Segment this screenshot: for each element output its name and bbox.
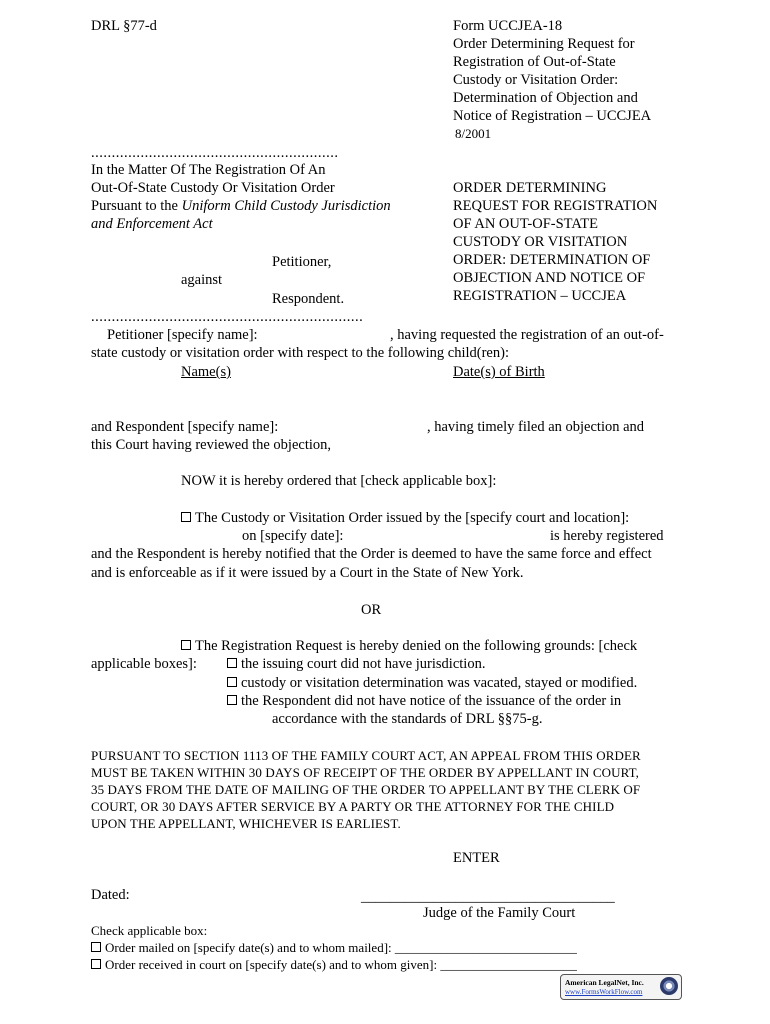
caption-dots-bottom: ..................................................................	[91, 309, 364, 325]
option-denied-text: The Registration Request is hereby denied on the following grounds: [check	[195, 638, 638, 654]
respondent-name-label: and Respondent [specify name]:	[91, 419, 279, 435]
appeal-line: UPON THE APPELLANT, WHICHEVER IS EARLIEST.	[91, 816, 401, 831]
enter-label: ENTER	[453, 850, 500, 866]
option-registered-text: The Custody or Visitation Order issued by the [specify court and location]:	[195, 510, 630, 526]
ground-notice-text: the Respondent did not have notice of the issuance of the order in	[241, 693, 622, 709]
order-title-line: OF AN OUT-OF-STATE	[453, 216, 598, 232]
ground-vacated-checkbox[interactable]	[227, 677, 237, 687]
ground-notice-cont: accordance with the standards of DRL §§75-g.	[272, 711, 543, 727]
form-title-line: Registration of Out-of-State	[453, 54, 616, 70]
act-name: Uniform Child Custody Jurisdiction	[181, 198, 391, 214]
grounds-label: applicable boxes]:	[91, 656, 197, 672]
petitioner-label: Petitioner,	[272, 254, 332, 270]
received-checkbox[interactable]	[91, 959, 101, 969]
matter-text: Pursuant to the	[91, 198, 182, 214]
notice-text: and the Respondent is hereby notified that the Order is deemed to have the same force and effect	[91, 546, 652, 562]
respondent-label: Respondent.	[272, 291, 345, 307]
appeal-line: 35 DAYS FROM THE DATE OF MAILING OF THE ORDER TO APPELLANT BY THE CLERK OF	[91, 782, 641, 797]
now-ordered-text: NOW it is hereby ordered that [check applicable box]:	[181, 473, 497, 489]
petitioner-request-text: , having requested the registration of an out-of-	[390, 327, 664, 343]
order-date-label: on [specify date]:	[242, 528, 344, 544]
form-title-line: Notice of Registration – UCCJEA	[453, 108, 652, 124]
respondent-objection-cont: this Court having reviewed the objection,	[91, 437, 332, 453]
received-text: Order received in court on [specify date(s) and to whom given]: _____________________	[105, 957, 577, 972]
against-label: against	[181, 272, 223, 288]
ground-jurisdiction	[227, 655, 485, 673]
respondent-objection-text: , having timely filed an objection and	[427, 419, 645, 435]
mailed-option	[91, 939, 577, 957]
publisher-url[interactable]: www.FormsWorkFlow.com	[565, 988, 643, 996]
ground-notice-checkbox[interactable]	[227, 695, 237, 705]
or-separator: OR	[361, 602, 382, 618]
check-applicable-label: Check applicable box:	[91, 923, 208, 938]
order-title-line: REGISTRATION – UCCJEA	[453, 288, 627, 304]
matter-caption	[91, 161, 391, 233]
option-registered	[181, 509, 629, 527]
appeal-line: PURSUANT TO SECTION 1113 OF THE FAMILY COURT ACT, AN APPEAL FROM THIS ORDER	[91, 748, 641, 763]
order-title-line: CUSTODY OR VISITATION	[453, 234, 628, 250]
petitioner-name-label: Petitioner [specify name]:	[107, 327, 258, 343]
publisher-name: American LegalNet, Inc.	[565, 978, 644, 987]
children-names-header: Name(s)	[181, 364, 231, 380]
petitioner-request-cont: state custody or visitation order with respect to the following child(ren):	[91, 345, 509, 361]
statute-reference: DRL §77-d	[91, 18, 157, 34]
ground-vacated-text: custody or visitation determination was vacated, stayed or modified.	[241, 675, 638, 691]
matter-line: In the Matter Of The Registration Of An	[91, 162, 326, 178]
mailed-checkbox[interactable]	[91, 942, 101, 952]
ground-vacated	[227, 674, 637, 692]
appeal-line: MUST BE TAKEN WITHIN 30 DAYS OF RECEIPT OF THE ORDER BY APPELLANT IN COURT,	[91, 765, 639, 780]
notice-text-cont: and is enforceable as if it were issued by a Court in the State of New York.	[91, 565, 524, 581]
children-dob-header: Date(s) of Birth	[453, 364, 545, 380]
order-title-block	[453, 179, 657, 305]
received-option	[91, 956, 577, 974]
mailed-text: Order mailed on [specify date(s) and to whom mailed]: ____________________________	[105, 940, 577, 955]
globe-icon	[660, 977, 678, 995]
ground-jurisdiction-checkbox[interactable]	[227, 658, 237, 668]
ground-notice	[227, 692, 621, 710]
appeal-notice	[91, 747, 641, 832]
form-title-line: Determination of Objection and	[453, 90, 638, 106]
form-title-line: Order Determining Request for	[453, 36, 635, 52]
matter-line	[91, 197, 391, 215]
judge-signature-line[interactable]: ___________________________________	[361, 889, 615, 905]
registered-text: is hereby registered	[550, 528, 664, 544]
order-title-line: REQUEST FOR REGISTRATION	[453, 198, 658, 214]
order-title-line: ORDER DETERMINING	[453, 180, 607, 196]
option-denied-checkbox[interactable]	[181, 640, 191, 650]
form-title-line: Form UCCJEA-18	[453, 18, 563, 34]
option-registered-checkbox[interactable]	[181, 512, 191, 522]
form-title-line: Custody or Visitation Order:	[453, 72, 619, 88]
form-title-block	[453, 17, 651, 143]
matter-line: Out-Of-State Custody Or Visitation Order	[91, 180, 335, 196]
form-date: 8/2001	[455, 126, 492, 141]
order-title-line: OBJECTION AND NOTICE OF	[453, 270, 646, 286]
dated-label: Dated:	[91, 887, 130, 903]
option-denied	[181, 637, 637, 655]
caption-dots-top: ............................................................	[91, 145, 339, 161]
publisher-logo	[560, 974, 682, 1000]
appeal-line: COURT, OR 30 DAYS AFTER SERVICE BY A PARTY OR THE ATTORNEY FOR THE CHILD	[91, 799, 615, 814]
order-title-line: ORDER: DETERMINATION OF	[453, 252, 651, 268]
act-name-cont: and Enforcement Act	[91, 216, 213, 232]
ground-jurisdiction-text: the issuing court did not have jurisdiction.	[241, 656, 486, 672]
judge-title: Judge of the Family Court	[423, 905, 576, 921]
